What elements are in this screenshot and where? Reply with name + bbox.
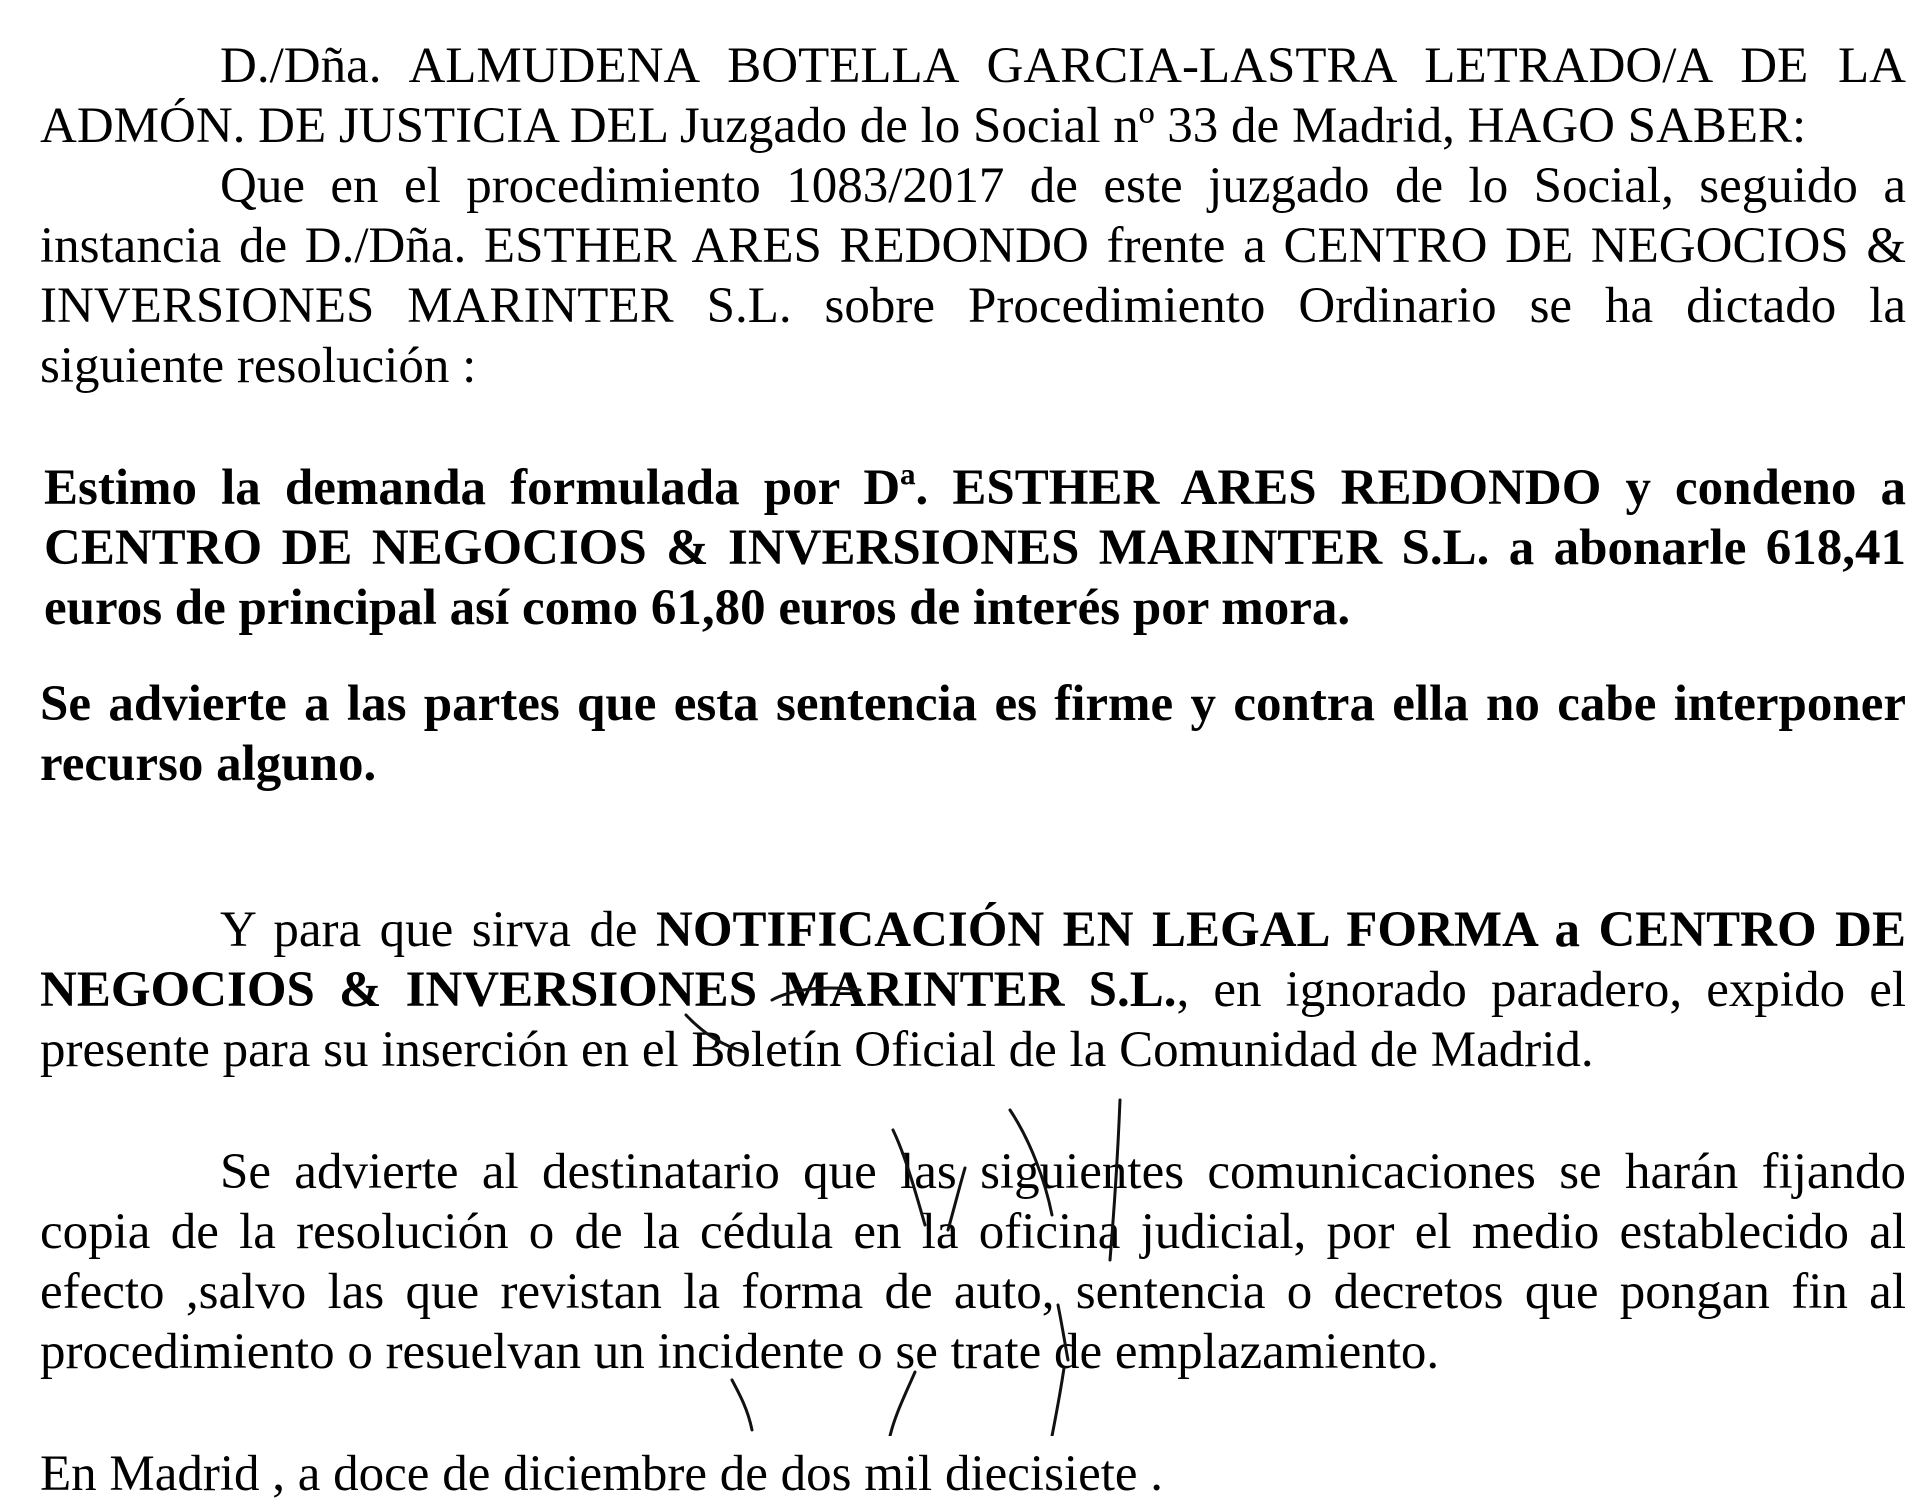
closing-line: En Madrid , a doce de diciembre de dos mil diecisiete . bbox=[40, 1446, 1164, 1502]
advisory-paragraph: Se advierte al destinatario que las siguientes comunicaciones se harán fijando copia de la resolución o de la cédula en la oficina judicial, por el medio establecido al efecto ,salvo las que revistan la forma de auto, sentencia o decretos que pongan fin al procedimiento o resuelvan un incidente o se trate de emplazamiento. bbox=[40, 1144, 1906, 1380]
notification-lead: Y para que sirva de bbox=[220, 902, 656, 958]
document-page bbox=[40, 36, 1907, 1502]
header-paragraph: D./Dña. ALMUDENA BOTELLA GARCIA-LASTRA LETRADO/A DE LA ADMÓN. DE JUSTICIA DEL Juzgado de lo Social nº 33 de Madrid, HAGO SABER: bbox=[40, 38, 1906, 154]
intro-paragraph: Que en el procedimiento 1083/2017 de este juzgado de lo Social, seguido a instancia de D./Dña. ESTHER ARES REDONDO frente a CENTRO DE NEGOCIOS & INVERSIONES MARINTER S.L. sobre Procedimiento Ordinario se ha dictado la siguiente resolución : bbox=[40, 158, 1906, 394]
warning-paragraph: Se advierte a las partes que esta sentencia es firme y contra ella no cabe interponer recurso alguno. bbox=[40, 676, 1906, 792]
notification-paragraph bbox=[40, 900, 1906, 1080]
notification-recipient: NOTIFICACIÓN EN LEGAL FORMA a CENTRO DE NEGOCIOS & INVERSIONES MARINTER S.L. bbox=[40, 902, 1906, 1018]
notification-tail: , en ignorado paradero, expido el presente para su inserción en el Boletín Oficial de la Comunidad de Madrid. bbox=[40, 962, 1907, 1078]
ruling-paragraph: Estimo la demanda formulada por Dª. ESTHER ARES REDONDO y condeno a CENTRO DE NEGOCIOS & INVERSIONES MARINTER S.L. a abonarle 618,41 euros de principal así como 61,80 euros de interés por mora. bbox=[44, 460, 1906, 636]
